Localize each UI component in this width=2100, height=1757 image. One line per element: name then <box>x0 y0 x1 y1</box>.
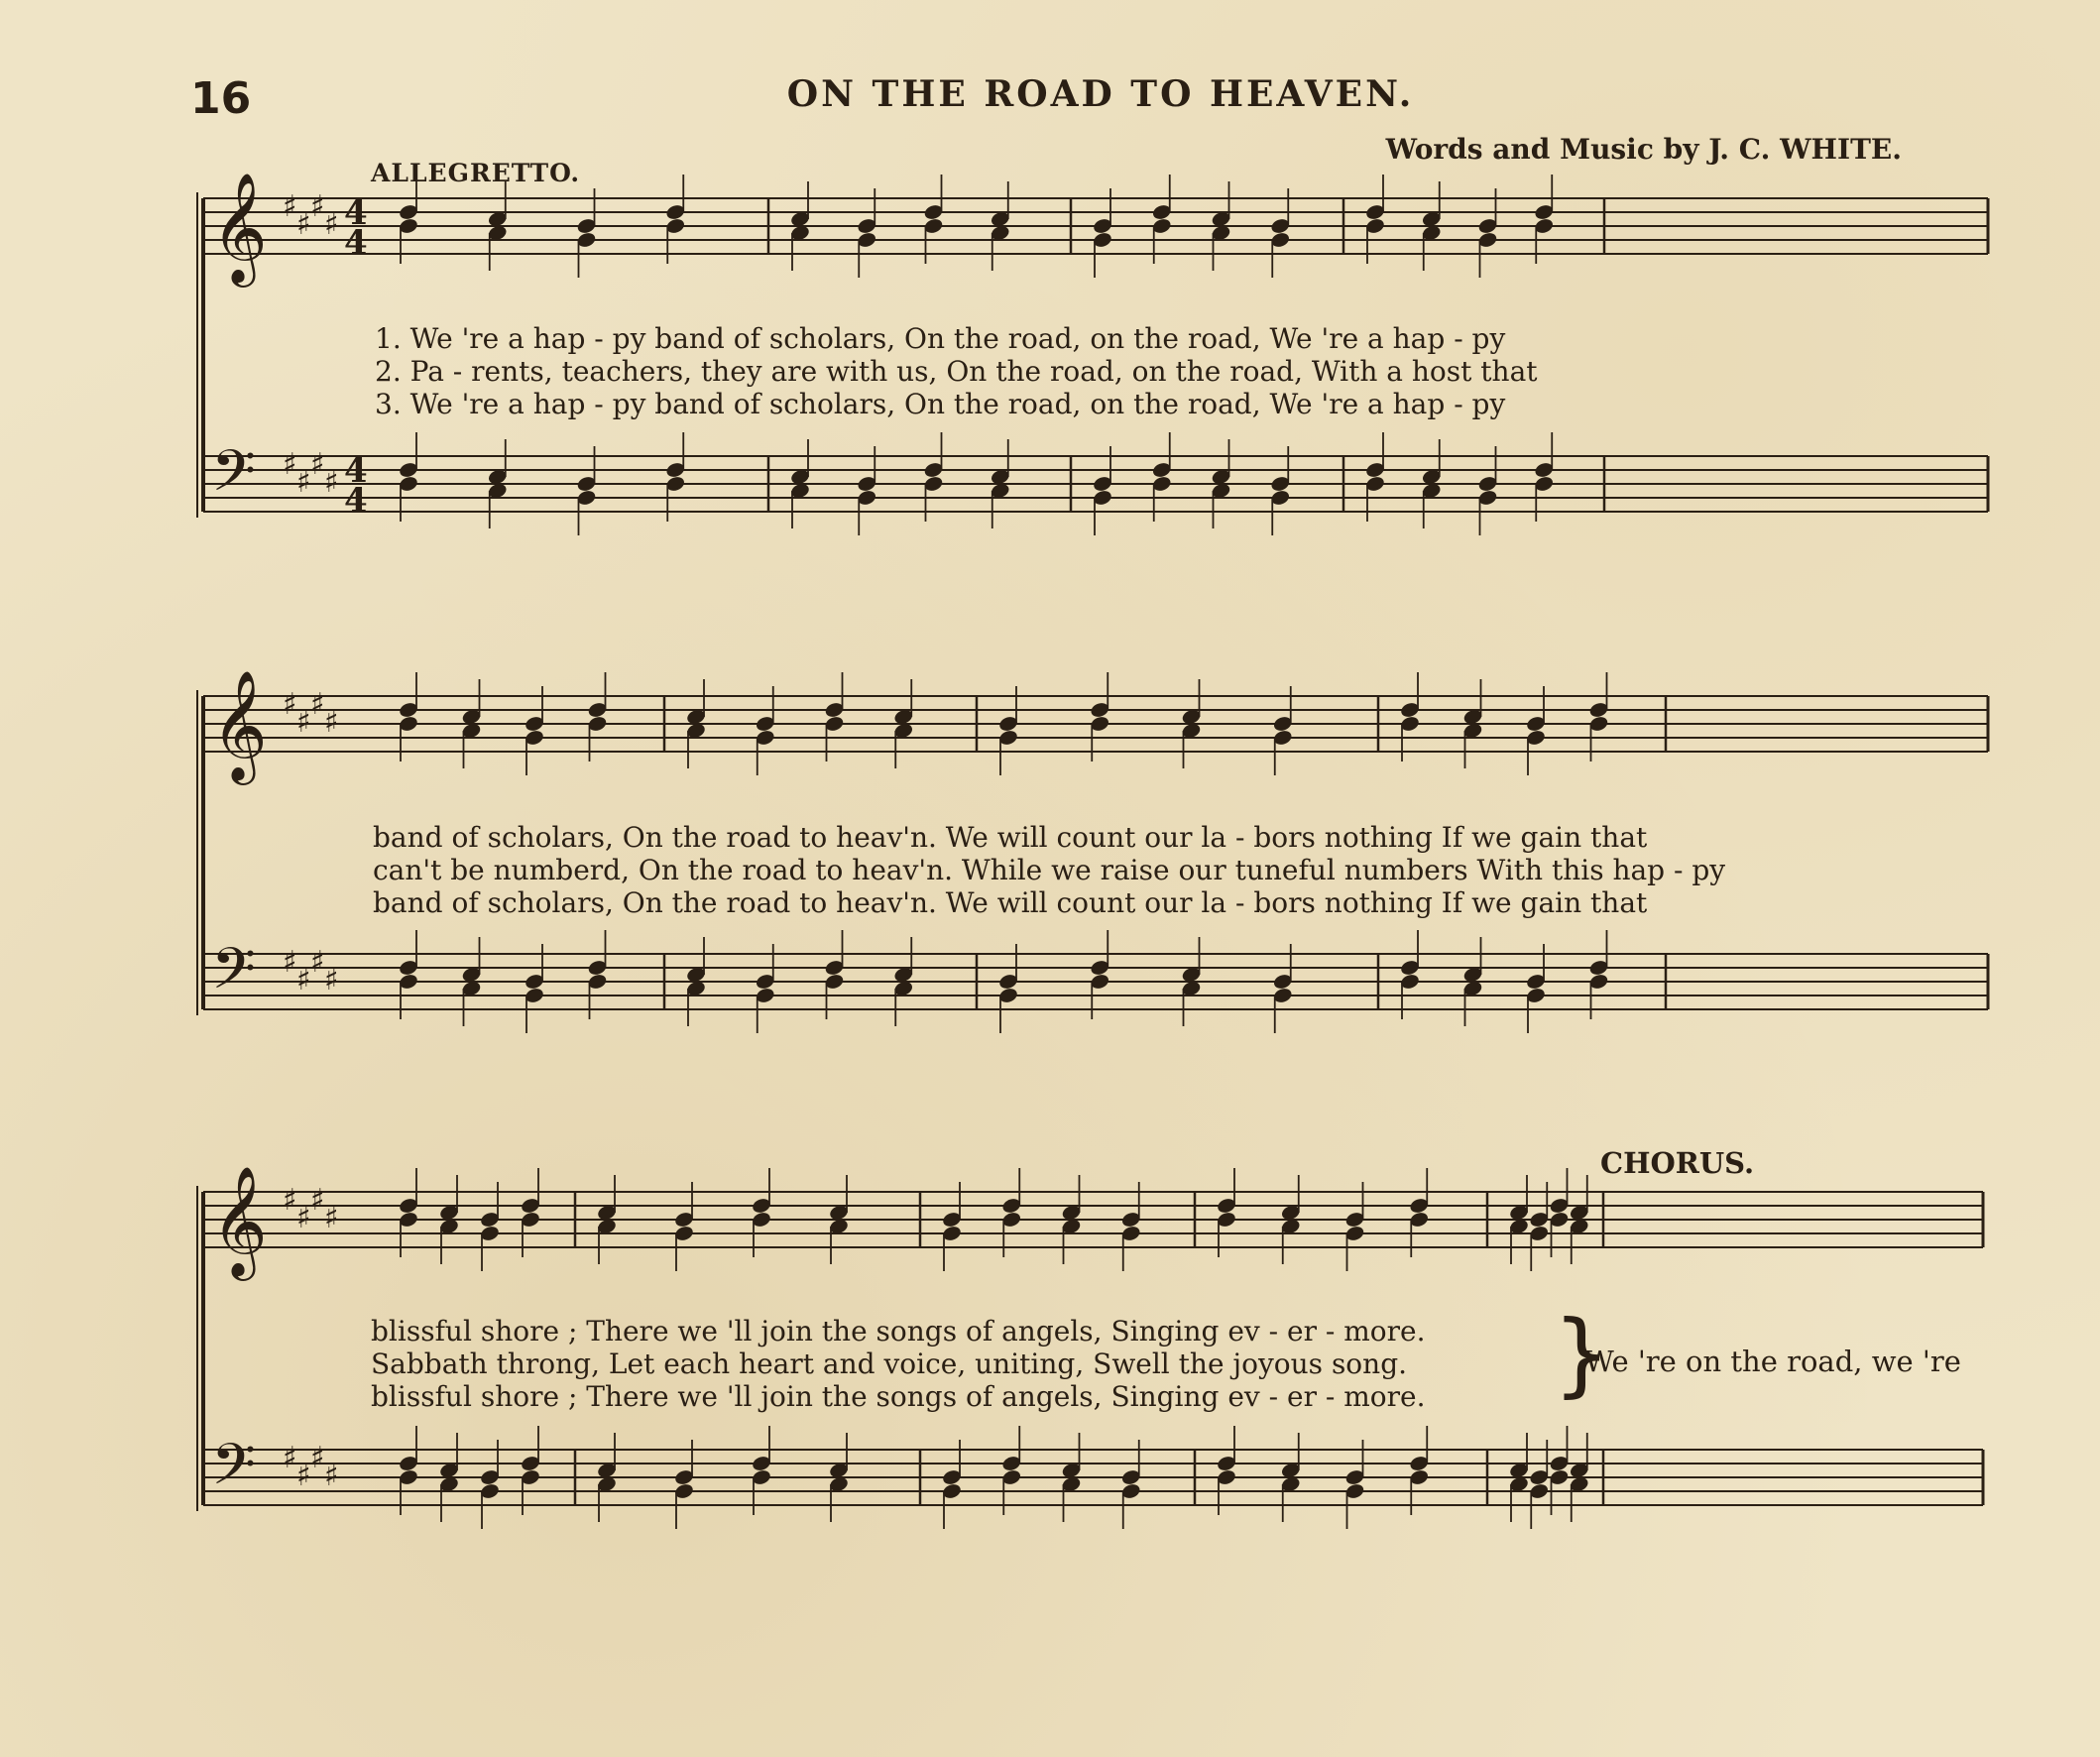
sharp-icon: ♯ <box>283 687 297 722</box>
lyric-verse-3: 3. We 're a hap - py band of scholars, On the road, on the road, We 're a hap - py <box>375 388 1506 420</box>
sharp-icon: ♯ <box>310 189 325 224</box>
sharp-icon: ♯ <box>310 1441 325 1475</box>
lyric-verse-1: 1. We 're a hap - py band of scholars, On the road, on the road, We 're a hap - py <box>375 322 1506 355</box>
time-signature-top: 4 <box>344 193 368 233</box>
time-signature-bottom: 4 <box>344 481 368 521</box>
sharp-icon: ♯ <box>296 1201 311 1235</box>
bass-clef-icon: 𝄢 <box>211 935 257 1016</box>
bass-clef-icon: 𝄢 <box>211 1431 257 1512</box>
sharp-icon: ♯ <box>296 705 311 740</box>
lyric-verse-3: blissful shore ; There we 'll join the songs of angels, Singing ev - er - more. <box>371 1380 1426 1413</box>
sharp-icon: ♯ <box>324 963 339 997</box>
sharp-icon: ♯ <box>283 1183 297 1218</box>
sharp-icon: ♯ <box>283 1441 297 1475</box>
lyric-verse-1: blissful shore ; There we 'll join the songs of angels, Singing ev - er - more. <box>371 1315 1426 1347</box>
sharp-icon: ♯ <box>283 189 297 224</box>
lyrics-system-1 <box>375 322 1538 420</box>
sharp-icon: ♯ <box>324 1459 339 1493</box>
sharp-icon: ♯ <box>324 207 339 242</box>
sharp-icon: ♯ <box>310 945 325 980</box>
sharp-icon: ♯ <box>296 207 311 242</box>
lyrics-system-2 <box>373 821 1725 919</box>
sharp-icon: ♯ <box>324 705 339 740</box>
chorus-label: CHORUS. <box>1600 1146 1755 1180</box>
tempo-marking: ALLEGRETTO. <box>371 159 581 187</box>
time-signature-top: 4 <box>344 451 368 491</box>
sharp-icon: ♯ <box>296 963 311 997</box>
chorus-lead-text: We 're on the road, we 're <box>1584 1345 1961 1378</box>
sharp-icon: ♯ <box>324 465 339 500</box>
bass-clef-icon: 𝄢 <box>211 437 257 519</box>
lyric-verse-2: Sabbath throng, Let each heart and voice, uniting, Swell the joyous song. <box>371 1347 1408 1380</box>
page-title: ON THE ROAD TO HEAVEN. <box>786 73 1415 115</box>
treble-clef-icon: 𝄞 <box>211 172 268 283</box>
sharp-icon: ♯ <box>283 447 297 482</box>
lyric-verse-3: band of scholars, On the road to heav'n. We will count our la - bors nothing If we gain that <box>373 886 1648 919</box>
lyric-verse-2: 2. Pa - rents, teachers, they are with us, On the road, on the road, With a host that <box>375 355 1538 388</box>
treble-clef-icon: 𝄞 <box>211 669 268 780</box>
time-signature-bottom: 4 <box>344 223 368 263</box>
lyric-verse-2: can't be numberd, On the road to heav'n. While we raise our tuneful numbers With this hap - py <box>373 854 1726 886</box>
sharp-icon: ♯ <box>324 1201 339 1235</box>
verse-brace-icon: } <box>1553 1301 1611 1407</box>
lyrics-system-3 <box>371 1315 1426 1413</box>
page-number: 16 <box>190 73 252 124</box>
composer-credit: Words and Music by J. C. WHITE. <box>1385 133 1902 166</box>
treble-clef-icon: 𝄞 <box>211 1165 268 1276</box>
sharp-icon: ♯ <box>296 1459 311 1493</box>
lyric-verse-1: band of scholars, On the road to heav'n. We will count our la - bors nothing If we gain that <box>373 821 1648 854</box>
sharp-icon: ♯ <box>310 1183 325 1218</box>
sharp-icon: ♯ <box>283 945 297 980</box>
sharp-icon: ♯ <box>310 687 325 722</box>
sharp-icon: ♯ <box>296 465 311 500</box>
sharp-icon: ♯ <box>310 447 325 482</box>
